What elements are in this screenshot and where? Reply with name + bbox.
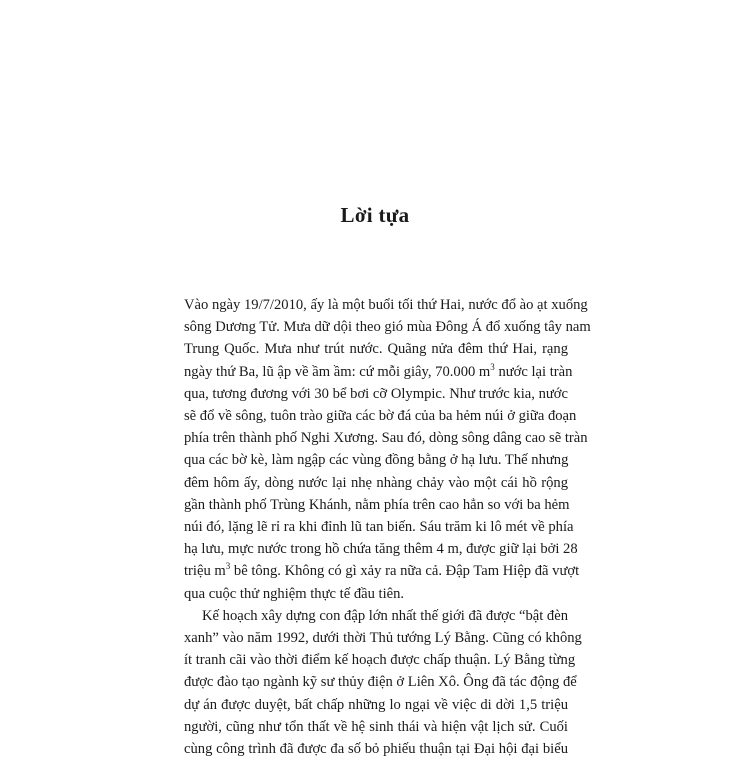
text-line: Vào ngày 19/7/2010, ấy là một buổi tối thứ Hai, nước đổ ào ạt xuống	[184, 297, 588, 313]
text-line: núi đó, lặng lẽ rỉ ra khi đỉnh lũ tan biến. Sáu trăm ki lô mét về phía	[184, 519, 574, 536]
text-fragment: triệu m	[184, 563, 226, 580]
text-line: qua, tương đương với 30 bể bơi cỡ Olympic. Như trước kia, nước	[184, 385, 568, 402]
text-line: qua cuộc thử nghiệm thực tế đầu tiên.	[184, 585, 405, 602]
text-line: ít tranh cãi vào thời điểm kế hoạch được chấp thuận. Lý Bằng từng	[184, 652, 576, 669]
text-line: phía trên thành phố Nghi Xương. Sau đó, dòng sông dâng cao sẽ tràn	[184, 430, 588, 447]
text-fragment: bê tông. Không có gì xảy ra nữa cả. Đập Tam Hiệp đã vượt	[230, 563, 580, 580]
paragraph	[184, 605, 582, 760]
text-line: dự án được duyệt, bất chấp những lo ngại về việc di dời 1,5 triệu	[184, 696, 568, 713]
text-line	[184, 560, 580, 582]
text-line: Kế hoạch xây dựng con đập lớn nhất thế giới đã được “bật đèn	[202, 607, 569, 624]
text-fragment: nước lại tràn	[494, 363, 573, 380]
body-text	[184, 294, 591, 760]
chapter-title: Lời tựa	[340, 203, 410, 227]
text-line: sông Dương Tử. Mưa dữ dội theo gió mùa Đông Á đổ xuống tây nam	[184, 319, 591, 336]
text-line	[184, 361, 573, 383]
text-fragment: ngày thứ Ba, lũ ập về ầm ầm: cứ mỗi giây, 70.000 m	[184, 363, 491, 380]
superscript: 3	[225, 561, 231, 572]
text-line: người, cũng như tổn thất về hệ sinh thái và hiện vật lịch sử. Cuối	[184, 718, 568, 735]
text-line: Trung Quốc. Mưa như trút nước. Quãng nửa đêm thứ Hai, rạng	[184, 341, 568, 358]
text-line: xanh” vào năm 1992, dưới thời Thủ tướng Lý Bằng. Cũng có không	[184, 630, 582, 647]
text-line: được đào tạo ngành kỹ sư thủy điện ở Liên Xô. Ông đã tác động để	[184, 674, 577, 691]
text-line: cùng công trình đã được đa số bỏ phiếu thuận tại Đại hội đại biểu	[184, 741, 568, 758]
text-line: qua các bờ kè, làm ngập các vùng đồng bằng ở hạ lưu. Thế nhưng	[184, 452, 569, 469]
text-line: sẽ đổ về sông, tuôn trào giữa các bờ đá của ba hẻm núi ở giữa đoạn	[184, 408, 577, 425]
paragraph	[184, 294, 591, 605]
text-line: đêm hôm ấy, dòng nước lại nhẹ nhàng chảy vào một cái hồ rộng	[184, 474, 568, 491]
text-line: hạ lưu, mực nước trong hồ chứa tăng thêm 4 m, được giữ lại bởi 28	[184, 541, 578, 558]
superscript: 3	[490, 361, 495, 372]
text-line: gần thành phố Trùng Khánh, nằm phía trên cao hẳn so với ba hẻm	[184, 496, 570, 513]
